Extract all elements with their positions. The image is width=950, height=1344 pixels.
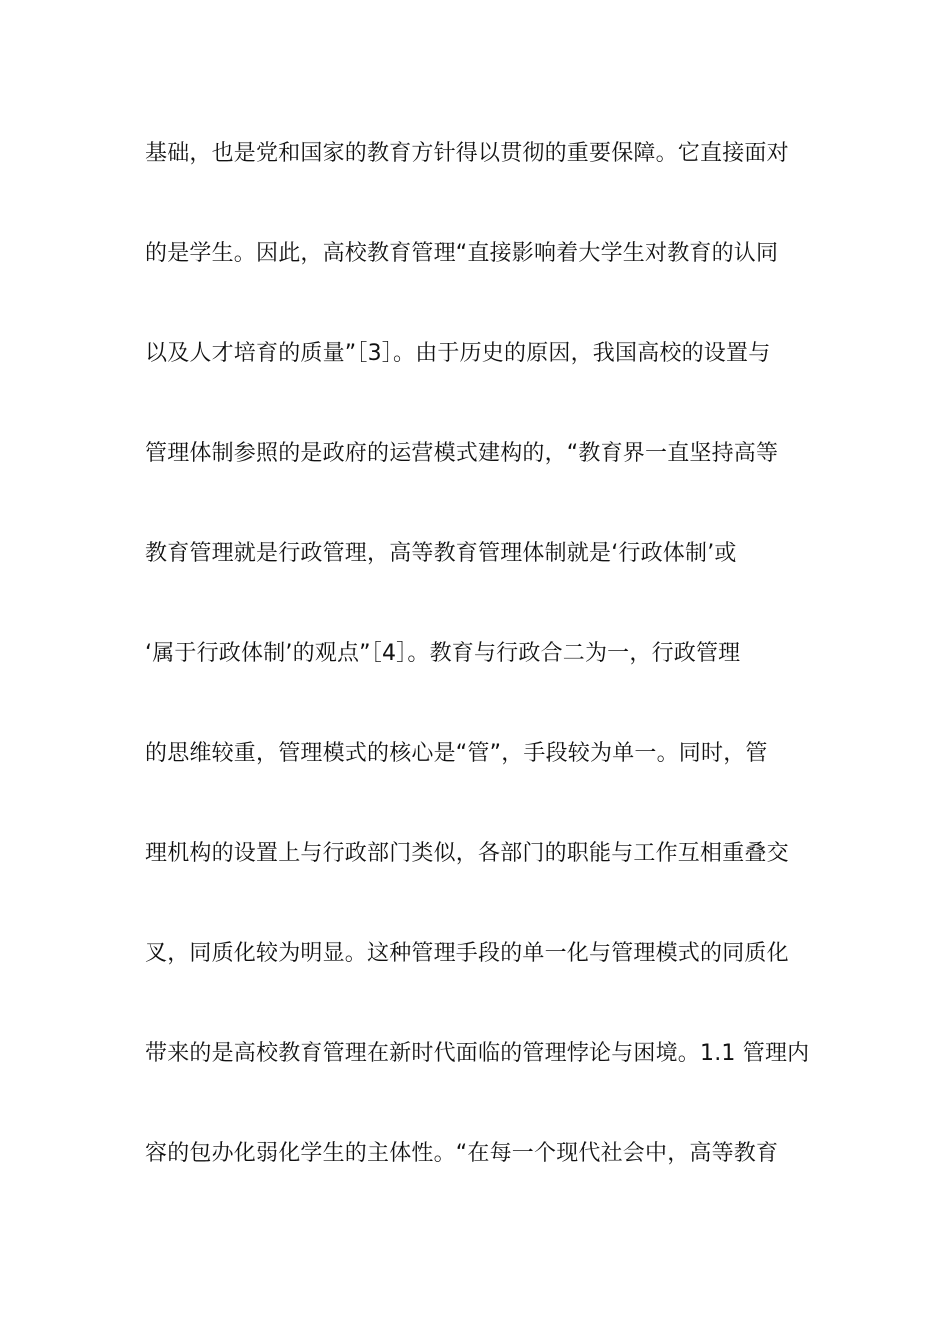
text-line: 的是学生。因此，高校教育管理“直接影响着大学生对教育的认同 xyxy=(145,241,779,266)
text-line: 的思维较重，管理模式的核心是“管”，手段较为单一。同时，管 xyxy=(145,741,768,766)
text-line: ‘属于行政体制’的观点”［4］。教育与行政合二为一，行政管理 xyxy=(145,641,741,666)
text-line: 叉，同质化较为明显。这种管理手段的单一化与管理模式的同质化 xyxy=(145,941,789,966)
text-line: 管理体制参照的是政府的运营模式建构的，“教育界一直坚持高等 xyxy=(145,441,779,466)
text-line: 理机构的设置上与行政部门类似，各部门的职能与工作互相重叠交 xyxy=(145,841,789,866)
text-line: 以及人才培育的质量”［3］。由于历史的原因，我国高校的设置与 xyxy=(145,341,771,366)
text-line: 基础，也是党和国家的教育方针得以贯彻的重要保障。它直接面对 xyxy=(145,141,789,166)
text-line: 带来的是高校教育管理在新时代面临的管理悖论与困境。1.1 管理内 xyxy=(145,1041,810,1066)
text-line: 教育管理就是行政管理，高等教育管理体制就是‘行政体制’或 xyxy=(145,541,737,566)
text-line: 容的包办化弱化学生的主体性。“在每一个现代社会中，高等教育 xyxy=(145,1141,779,1166)
body-text xyxy=(145,131,810,1231)
